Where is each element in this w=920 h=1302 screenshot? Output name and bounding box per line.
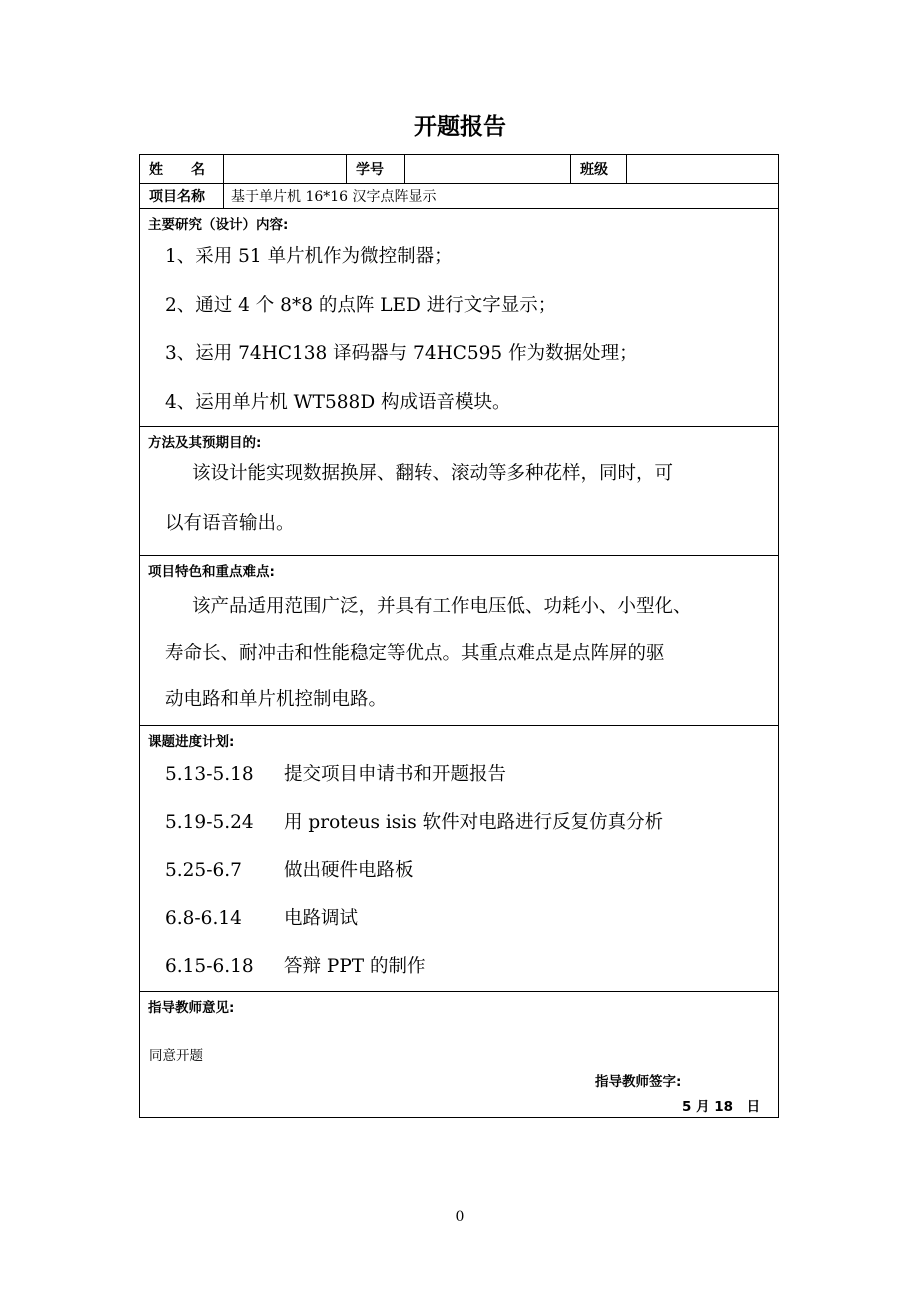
schedule-date: 5.13-5.18: [165, 764, 254, 785]
class-field[interactable]: [627, 155, 778, 183]
schedule-task: 提交项目申请书和开题报告: [284, 764, 507, 785]
research-heading: 主要研究（设计）内容:: [148, 217, 289, 233]
research-item: 3、运用 74HC138 译码器与 74HC595 作为数据处理；: [165, 343, 638, 364]
class-label: 班级: [571, 155, 627, 183]
methods-heading: 方法及其预期目的:: [148, 435, 262, 451]
schedule-heading: 课题进度计划:: [148, 734, 235, 750]
advisor-section: [140, 992, 778, 1117]
student-id-label: 学号: [347, 155, 405, 183]
name-field[interactable]: [224, 155, 347, 183]
proposal-form: [139, 154, 779, 1118]
page-number: 0: [455, 1209, 465, 1225]
methods-section: [140, 427, 778, 556]
features-line: 动电路和单片机控制电路。: [165, 689, 388, 710]
advisor-signature-label: 指导教师签字:: [595, 1074, 682, 1090]
schedule-task: 用 proteus isis 软件对电路进行反复仿真分析: [284, 812, 664, 833]
project-name-field[interactable]: 基于单片机 16*16 汉字点阵显示: [231, 189, 437, 205]
schedule-date: 6.15-6.18: [165, 956, 254, 977]
features-heading: 项目特色和重点难点:: [148, 564, 275, 580]
research-item: 2、通过 4 个 8*8 的点阵 LED 进行文字显示；: [165, 295, 557, 316]
research-item: 4、运用单片机 WT588D 构成语音模块。: [165, 392, 511, 413]
page-title: 开题报告: [414, 114, 506, 140]
advisor-date: 5 月 18 日: [682, 1099, 761, 1115]
research-item: 1、采用 51 单片机作为微控制器；: [165, 246, 453, 267]
schedule-date: 6.8-6.14: [165, 908, 242, 929]
schedule-task: 答辩 PPT 的制作: [284, 956, 426, 977]
schedule-date: 5.19-5.24: [165, 812, 254, 833]
schedule-task: 做出硬件电路板: [284, 860, 414, 881]
research-section: [140, 209, 778, 427]
advisor-heading: 指导教师意见:: [148, 1000, 235, 1016]
schedule-date: 5.25-6.7: [165, 860, 242, 881]
project-row: [140, 184, 778, 209]
advisor-opinion: 同意开题: [149, 1048, 203, 1064]
schedule-task: 电路调试: [284, 908, 359, 929]
name-label: 姓 名: [140, 155, 224, 183]
project-label: 项目名称: [140, 184, 224, 208]
features-section: [140, 556, 778, 726]
student-id-field[interactable]: [405, 155, 571, 183]
info-row: [140, 155, 778, 184]
methods-line: 以有语音输出。: [165, 513, 295, 534]
features-line: 该产品适用范围广泛，并具有工作电压低、功耗小、小型化、: [192, 596, 692, 617]
schedule-section: [140, 726, 778, 992]
methods-line: 该设计能实现数据换屏、翻转、滚动等多种花样，同时，可: [192, 463, 674, 484]
features-line: 寿命长、耐冲击和性能稳定等优点。其重点难点是点阵屏的驱: [165, 643, 665, 664]
